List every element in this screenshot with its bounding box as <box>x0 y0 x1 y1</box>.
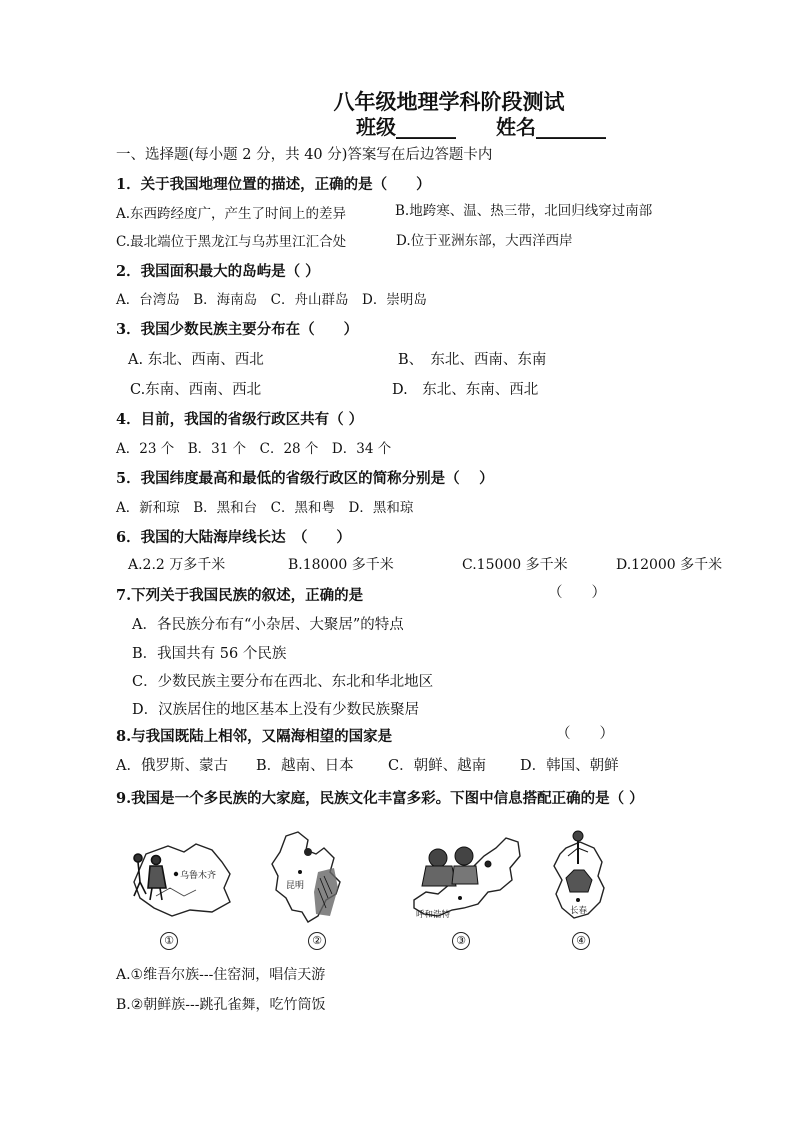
figure-1-xinjiang-map <box>126 836 236 926</box>
question-3-option-c: C.东南、西南、西北 <box>130 382 262 398</box>
question-3-stem: 3．我国少数民族主要分布在（ ） <box>116 321 359 338</box>
section-heading: 一、选择题(每小题 2 分，共 40 分)答案写在后边答题卡内 <box>116 147 493 163</box>
question-8-option-d: D．韩国、朝鲜 <box>520 758 619 774</box>
question-1-option-a: A.东西跨经度广，产生了时间上的差异 <box>116 206 347 222</box>
question-8-option-b: B．越南、日本 <box>256 758 354 774</box>
name-field: 姓名_______ <box>496 115 606 139</box>
question-6-stem: 6．我国的大陆海岸线长达 （ ） <box>116 529 351 546</box>
question-5-stem: 5．我国纬度最高和最低的省级行政区的简称分别是（ ） <box>116 470 494 487</box>
question-8-option-a: A．俄罗斯、蒙古 <box>116 758 228 774</box>
question-7-option-d: D．汉族居住的地区基本上没有少数民族聚居 <box>132 702 420 718</box>
figure-3-map-text: 呼和浩特 <box>416 910 451 920</box>
figure-4-map-text: 长春 <box>570 906 588 916</box>
question-4-stem: 4．目前，我国的省级行政区共有（ ） <box>116 411 364 428</box>
exam-title: 八年级地理学科阶段测试 <box>333 90 565 114</box>
figure-2-label: ② <box>308 932 326 950</box>
question-9-option-a: A.①维吾尔族---住窑洞，唱信天游 <box>116 967 326 983</box>
figure-2-map-text: 昆明 <box>286 881 305 891</box>
question-7-answer-paren: （ ） <box>548 585 606 601</box>
figure-2-yunnan-map <box>268 828 352 928</box>
class-field: 班级______ <box>356 115 456 139</box>
question-6-option-b: B.18000 多千米 <box>288 557 394 573</box>
question-5-options: A．新和琼 B．黑和台 C．黑和粤 D．黑和琼 <box>116 500 414 516</box>
figure-1-label: ① <box>160 932 178 950</box>
figure-4-jilin-map <box>544 828 614 928</box>
question-3-option-d: D. 东北、东南、西北 <box>392 382 539 398</box>
question-7-option-a: A．各民族分布有“小杂居、大聚居”的特点 <box>132 617 404 633</box>
question-1-option-b: B.地跨寒、温、热三带，北回归线穿过南部 <box>395 203 653 219</box>
question-6-option-a: A.2.2 万多千米 <box>128 557 226 573</box>
figure-1-map-text: 乌鲁木齐 <box>180 871 217 881</box>
question-9-option-b: B.②朝鲜族---跳孔雀舞，吃竹筒饭 <box>116 997 326 1013</box>
question-6-option-c: C.15000 多千米 <box>462 557 568 573</box>
question-1-option-c: C.最北端位于黑龙江与乌苏里江汇合处 <box>116 234 347 250</box>
question-1-stem: 1．关于我国地理位置的描述，正确的是（ ） <box>116 176 431 193</box>
question-6-option-d: D.12000 多千米 <box>616 557 723 573</box>
question-3-option-a: A. 东北、西南、西北 <box>128 352 264 368</box>
figure-4-label: ④ <box>572 932 590 950</box>
question-2-stem: 2．我国面积最大的岛屿是（ ） <box>116 263 320 280</box>
question-7-stem: 7.下列关于我国民族的叙述，正确的是 <box>116 587 364 604</box>
question-7-option-c: C．少数民族主要分布在西北、东北和华北地区 <box>132 674 434 690</box>
question-3-option-b: B、 东北、西南、东南 <box>398 352 547 368</box>
question-9-stem: 9.我国是一个多民族的大家庭，民族文化丰富多彩。下图中信息搭配正确的是（ ） <box>116 790 644 807</box>
question-8-stem: 8.与我国既陆上相邻，又隔海相望的国家是 <box>116 728 393 745</box>
question-8-option-c: C．朝鲜、越南 <box>388 758 487 774</box>
figure-3-label: ③ <box>452 932 470 950</box>
figure-3-inner-mongolia-map <box>408 834 528 928</box>
question-2-options: A．台湾岛 B．海南岛 C．舟山群岛 D．崇明岛 <box>116 292 427 308</box>
question-7-option-b: B．我国共有 56 个民族 <box>132 646 287 662</box>
question-1-option-d: D.位于亚洲东部，大西洋西岸 <box>396 233 573 249</box>
question-8-answer-paren: （ ） <box>556 726 614 742</box>
question-4-options: A．23 个 B．31 个 C．28 个 D．34 个 <box>116 441 392 457</box>
